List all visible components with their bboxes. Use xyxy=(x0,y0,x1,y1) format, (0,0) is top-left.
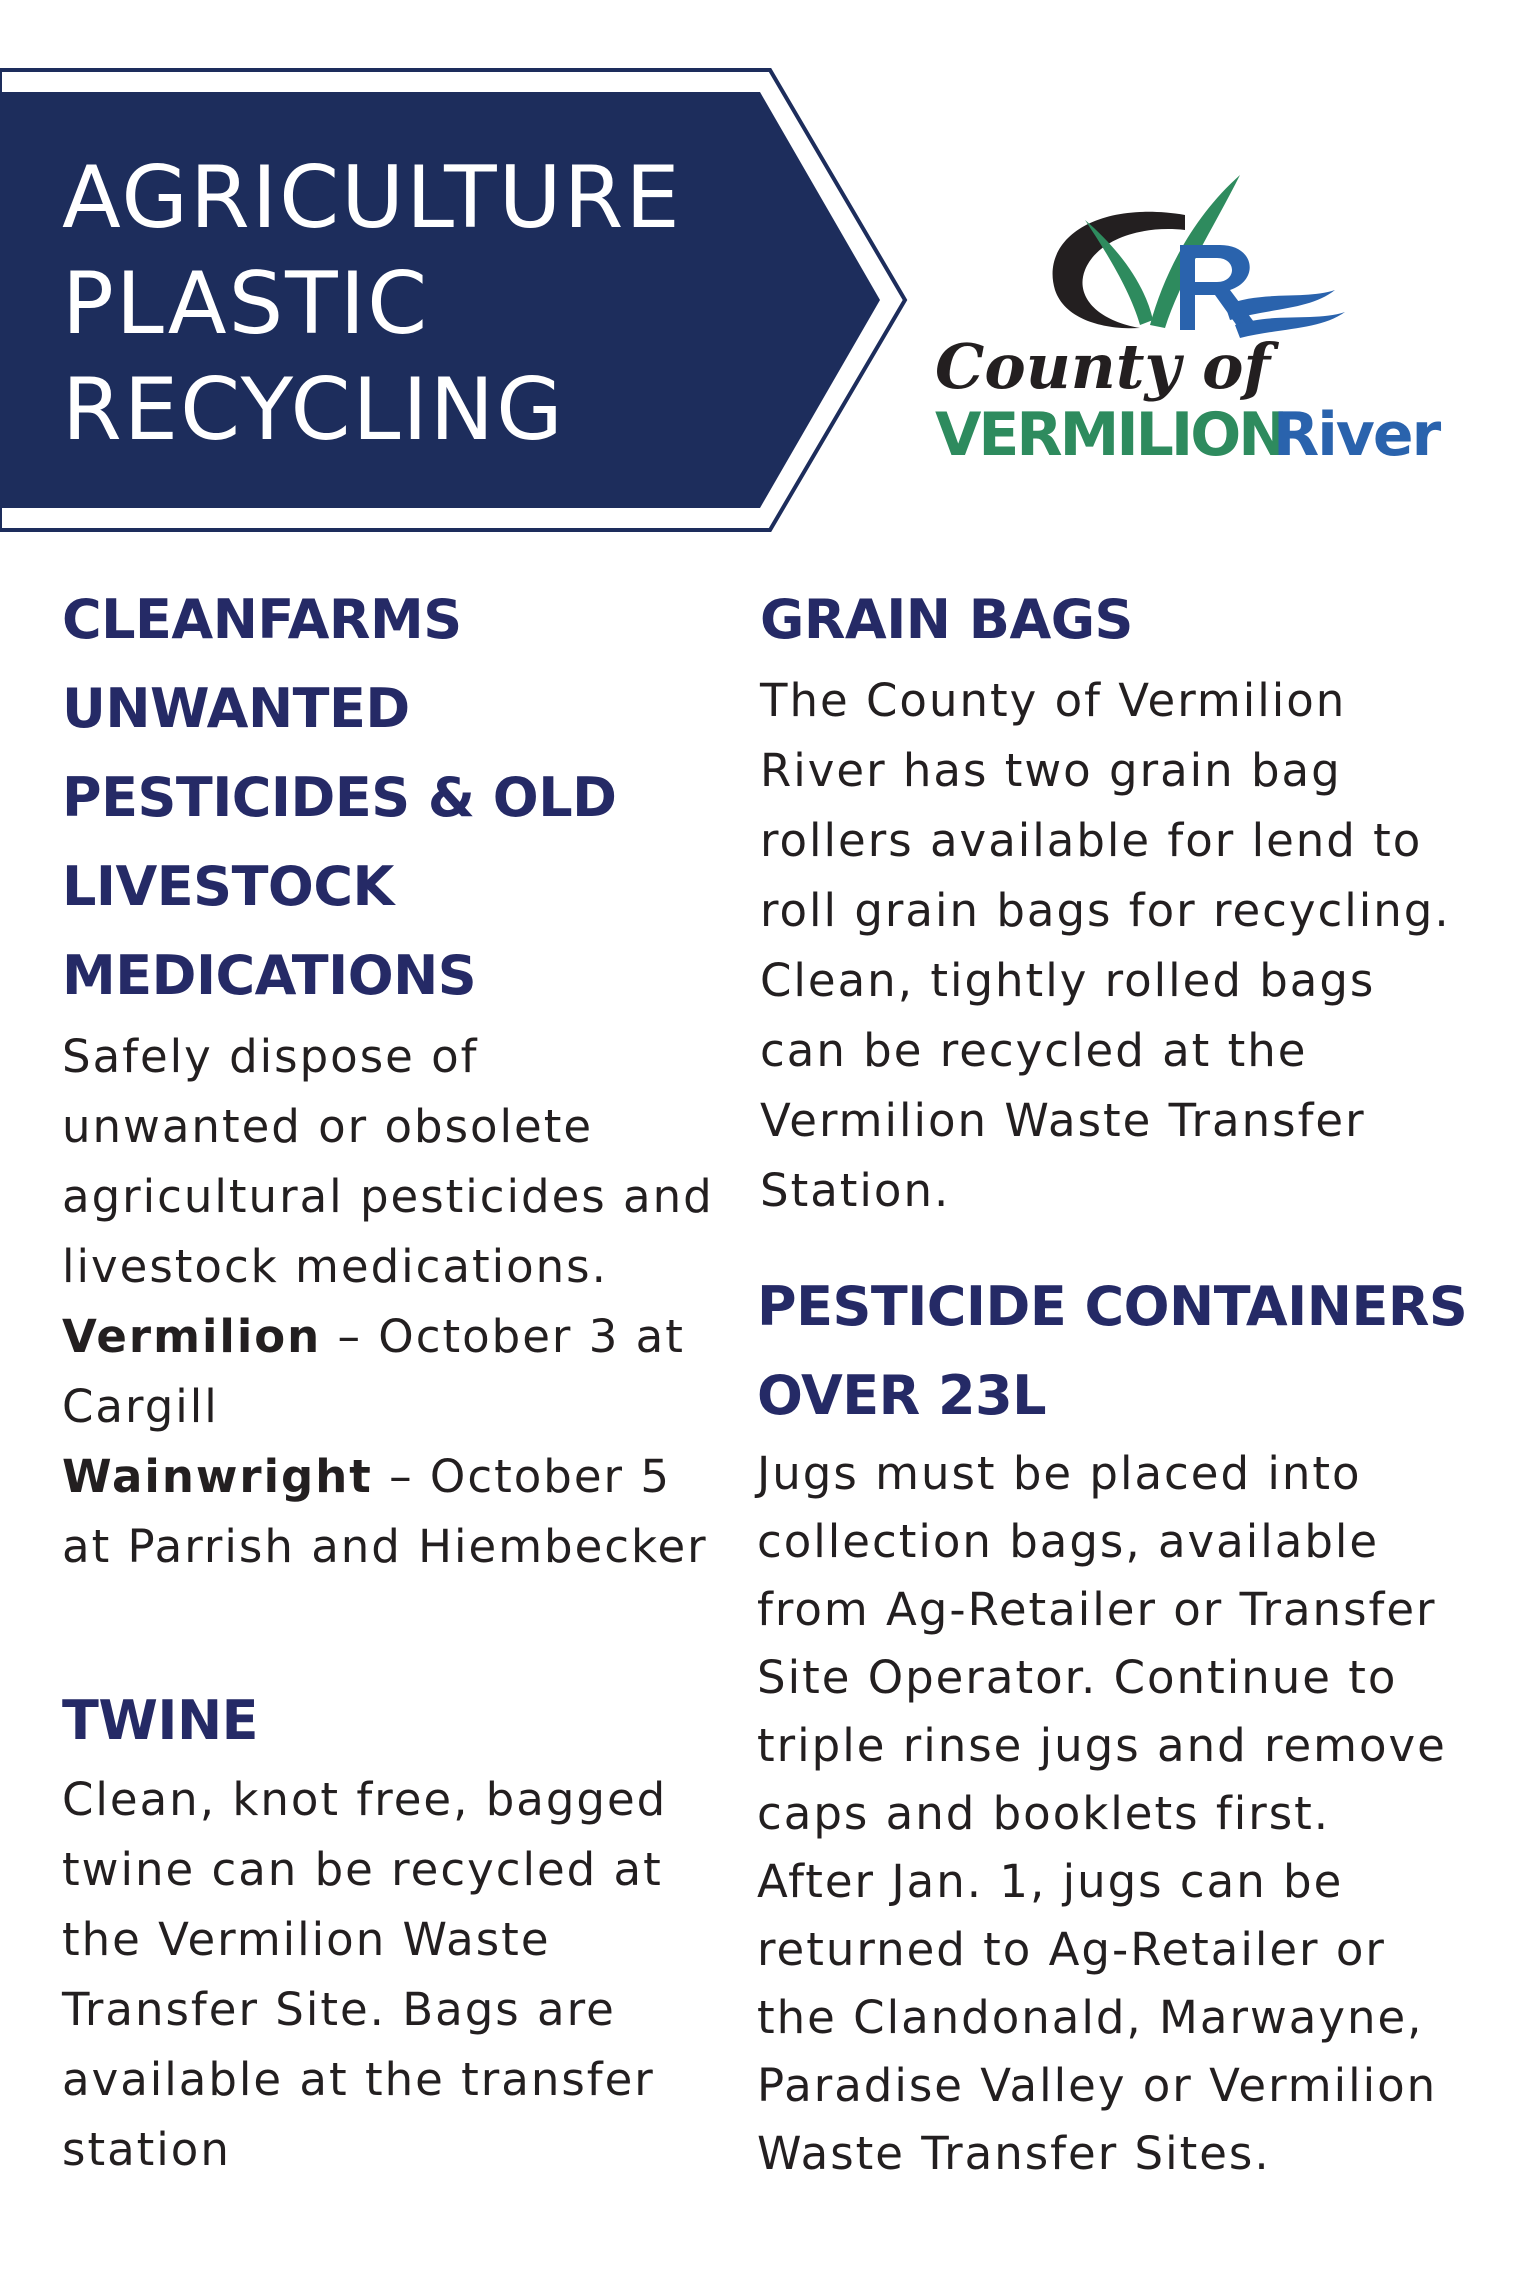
grain-bags-section xyxy=(760,575,1500,1226)
twine-heading: TWINE xyxy=(62,1689,259,1752)
body-line: collection bags, available xyxy=(757,1515,1380,1568)
body-line: Vermilion Waste Transfer xyxy=(760,1094,1366,1147)
body-line: caps and booklets first. xyxy=(757,1787,1331,1840)
cleanfarms-section xyxy=(62,575,752,1582)
twine-body xyxy=(62,1765,752,2185)
body-line: River has two grain bag xyxy=(760,744,1342,797)
cleanfarms-body xyxy=(62,1022,752,1582)
title-line: PLASTIC xyxy=(62,254,430,354)
title-banner xyxy=(0,0,920,540)
body-line: available at the transfer xyxy=(62,2053,655,2106)
body-line: Transfer Site. Bags are xyxy=(62,1983,616,2036)
vermilion-event xyxy=(62,1302,752,1372)
county-logo-graphic xyxy=(925,170,1495,470)
heading-line: OVER 23L xyxy=(757,1364,1047,1427)
body-line: station xyxy=(62,2123,231,2176)
heading-line: PESTICIDE CONTAINERS xyxy=(757,1275,1468,1338)
body-line: the Clandonald, Marwayne, xyxy=(757,1991,1424,2044)
heading-line: MEDICATIONS xyxy=(62,944,477,1007)
body-line: Waste Transfer Sites. xyxy=(757,2127,1271,2180)
vermilion-label: Vermilion xyxy=(62,1310,322,1363)
page-title xyxy=(62,145,782,463)
body-line: Paradise Valley or Vermilion xyxy=(757,2059,1438,2112)
pesticide-containers-body xyxy=(757,1440,1517,2188)
logo-county-of-text: County of xyxy=(935,330,1271,403)
heading-line: LIVESTOCK xyxy=(62,855,394,918)
vermilion-date: – October 3 at xyxy=(321,1310,685,1363)
heading-line: UNWANTED xyxy=(62,677,410,740)
county-logo xyxy=(925,170,1495,470)
logo-vermilion-text: VERMILION xyxy=(935,400,1286,470)
vermilion-location: Cargill xyxy=(62,1380,219,1433)
cleanfarms-heading xyxy=(62,575,752,1020)
r-letter-icon xyxy=(1180,245,1260,330)
heading-line: CLEANFARMS xyxy=(62,588,462,651)
body-line: the Vermilion Waste xyxy=(62,1913,551,1966)
wainwright-event xyxy=(62,1442,752,1512)
body-line: livestock medications. xyxy=(62,1240,608,1293)
body-line: After Jan. 1, jugs can be xyxy=(757,1855,1344,1908)
body-line: Clean, tightly rolled bags xyxy=(760,954,1376,1007)
wainwright-date: – October 5 xyxy=(372,1450,671,1503)
body-line: agricultural pesticides and xyxy=(62,1170,714,1223)
body-line: Safely dispose of xyxy=(62,1030,479,1083)
body-line: unwanted or obsolete xyxy=(62,1100,594,1153)
grain-bags-body xyxy=(760,666,1500,1226)
wainwright-label: Wainwright xyxy=(62,1450,373,1503)
body-line: roll grain bags for recycling. xyxy=(760,884,1451,937)
body-line: Jugs must be placed into xyxy=(757,1447,1362,1500)
wainwright-location: at Parrish and Hiembecker xyxy=(62,1520,708,1573)
body-line: triple rinse jugs and remove xyxy=(757,1719,1447,1772)
body-line: Station. xyxy=(760,1164,951,1217)
body-line: The County of Vermilion xyxy=(760,674,1347,727)
logo-river-text: River xyxy=(1273,400,1440,470)
pesticide-containers-section xyxy=(757,1262,1517,2188)
body-line: can be recycled at the xyxy=(760,1024,1308,1077)
body-line: from Ag-Retailer or Transfer xyxy=(757,1583,1437,1636)
grain-bags-heading: GRAIN BAGS xyxy=(760,588,1133,651)
body-line: rollers available for lend to xyxy=(760,814,1423,867)
body-line: twine can be recycled at xyxy=(62,1843,663,1896)
pesticide-containers-heading xyxy=(757,1262,1517,1440)
body-line: Site Operator. Continue to xyxy=(757,1651,1398,1704)
wave-icon xyxy=(1225,290,1335,320)
title-line: RECYCLING xyxy=(62,360,565,460)
heading-line: PESTICIDES & OLD xyxy=(62,766,617,829)
body-line: returned to Ag-Retailer or xyxy=(757,1923,1386,1976)
body-line: Clean, knot free, bagged xyxy=(62,1773,668,1826)
twine-section xyxy=(62,1676,752,2185)
title-line: AGRICULTURE xyxy=(62,148,682,248)
